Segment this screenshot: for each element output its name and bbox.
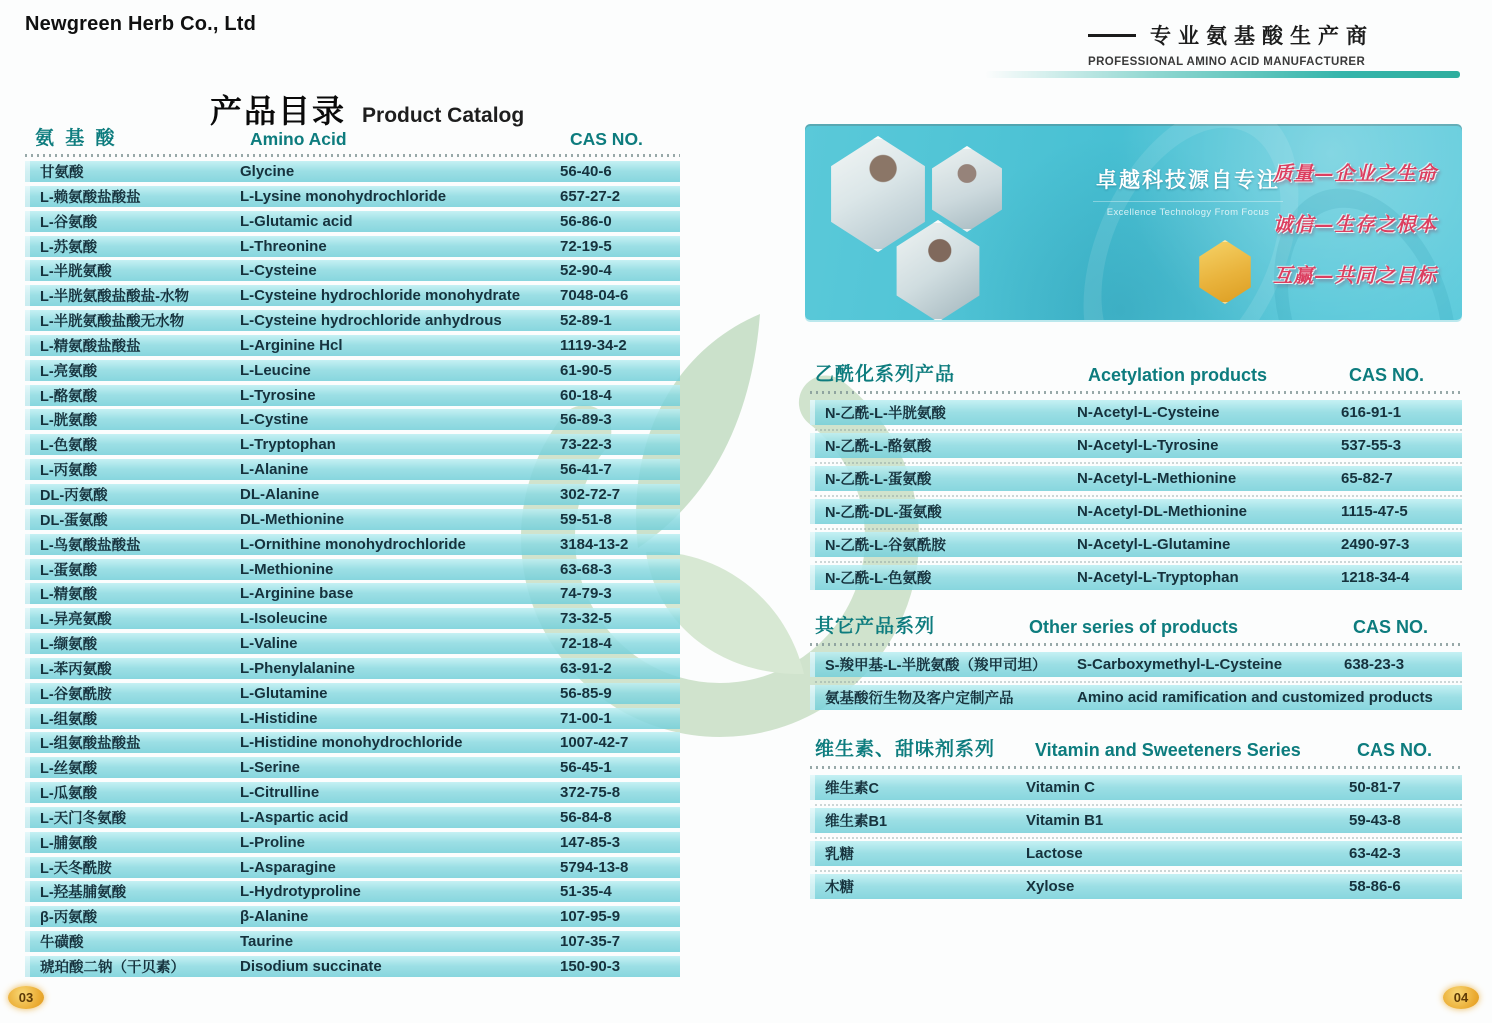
cas-number: 147-85-3 [560, 833, 621, 851]
table-row [25, 236, 680, 257]
product-name-cn: L-精氨酸盐酸盐 [40, 338, 141, 355]
product-name-cn: 琥珀酸二钠（干贝素） [40, 960, 185, 976]
product-name-cn: L-异亮氨酸 [40, 612, 112, 629]
product-name-en: L-Citrulline [240, 784, 320, 802]
header-divider [810, 766, 1462, 769]
product-name-en: L-Isoleucine [240, 610, 328, 628]
acetylation-header-en: Acetylation products [1088, 365, 1268, 385]
table-row [25, 434, 680, 455]
product-name-en: L-Asparagine [240, 858, 336, 876]
product-name-cn: L-天门冬氨酸 [40, 810, 127, 827]
table-row [25, 385, 680, 406]
product-name-cn: L-色氨酸 [40, 438, 98, 455]
product-name-cn: β-丙氨酸 [40, 910, 98, 927]
cas-number: 616-91-1 [1341, 404, 1402, 421]
product-name-en: L-Ornithine monohydrochloride [240, 535, 466, 553]
product-name-en: L-Glutamic acid [240, 212, 353, 230]
product-name-cn: DL-蛋氨酸 [40, 512, 108, 529]
acetylation-table-body [810, 400, 1462, 590]
product-name-cn: 乳糖 [825, 847, 854, 863]
product-name-cn: L-苯丙氨酸 [40, 661, 112, 678]
product-name-en: L-Threonine [240, 237, 327, 255]
product-name-cn: 甘氨酸 [40, 165, 84, 181]
lab-photo-hexagon [893, 220, 983, 320]
cas-number: 657-27-2 [560, 187, 621, 205]
acetylation-header-cas: CAS NO. [1349, 365, 1425, 385]
product-name-cn: L-苏氨酸 [40, 239, 98, 256]
table-row [25, 658, 680, 679]
product-name-cn: L-组氨酸 [40, 711, 98, 728]
table-row [25, 161, 680, 182]
cas-number: 51-35-4 [560, 883, 612, 901]
table-row [25, 608, 680, 629]
gold-hexagon-icon [1197, 240, 1253, 304]
product-name-cn: L-半胱氨酸 [40, 264, 112, 281]
cas-number: 302-72-7 [560, 485, 621, 503]
product-name-cn: L-谷氨酰胺 [40, 686, 112, 703]
cas-number: 71-00-1 [560, 709, 612, 727]
product-name-en: L-Arginine base [240, 585, 354, 603]
other-table-body [810, 652, 1462, 710]
cas-number: 65-82-7 [1341, 470, 1393, 487]
table-row [25, 956, 680, 977]
product-name-en: L-Cysteine hydrochloride anhydrous [240, 312, 502, 330]
banner-slogan [1093, 164, 1283, 218]
product-name-cn: L-鸟氨酸盐酸盐 [40, 537, 141, 554]
product-name-en: L-Arginine Hcl [240, 336, 343, 354]
product-name-cn: 氨基酸衍生物及客户定制产品 [825, 691, 1014, 707]
product-name-cn: L-亮氨酸 [40, 363, 98, 380]
page-number-right: 04 [1443, 986, 1479, 1009]
product-name-en: L-Lysine monohydrochloride [240, 187, 447, 205]
table-row [25, 360, 680, 381]
product-name-en: L-Phenylalanine [240, 659, 356, 677]
product-name-en: L-Valine [240, 635, 298, 653]
product-name-en: S-Carboxymethyl-L-Cysteine [1077, 656, 1283, 673]
product-name-en: Xylose [1026, 878, 1075, 895]
table-row [25, 782, 680, 803]
table-row [810, 466, 1462, 491]
product-name-en: L-Tryptophan [240, 436, 336, 454]
product-name-en: Taurine [240, 933, 294, 951]
table-row [25, 633, 680, 654]
cas-number: 107-95-9 [560, 908, 621, 926]
cas-number: 63-91-2 [560, 659, 612, 677]
product-name-en: L-Hydrotyproline [240, 883, 361, 901]
cas-number: 72-18-4 [560, 635, 612, 653]
product-name-en: Vitamin C [1026, 779, 1095, 796]
product-name-cn: L-羟基脯氨酸 [40, 885, 127, 902]
product-name-cn: 维生素C [825, 781, 879, 797]
product-name-en: Disodium succinate [240, 958, 382, 975]
product-name-en: Glycine [240, 163, 295, 180]
table-row [25, 906, 680, 927]
other-header-cn: 其它产品系列 [815, 616, 936, 637]
value-slogan: 质量—企业之生命 [1273, 162, 1438, 185]
company-name: Newgreen Herb Co., Ltd [25, 13, 257, 35]
product-name-cn: N-乙酰-L-谷氨酰胺 [825, 538, 946, 554]
cas-number: 63-42-3 [1349, 845, 1401, 862]
cas-number: 63-68-3 [560, 560, 612, 578]
product-name-en: Lactose [1026, 845, 1083, 862]
vitamin-header-en: Vitamin and Sweeteners Series [1035, 740, 1301, 760]
amino-acid-table [25, 120, 680, 981]
tagline-underline [985, 71, 1460, 78]
cas-number: 52-90-4 [560, 262, 612, 280]
cas-number: 638-23-3 [1344, 656, 1405, 673]
catalog-title-cn: 产品目录 [210, 93, 347, 129]
cas-number: 107-35-7 [560, 933, 621, 951]
table-row [25, 335, 680, 356]
table-row [810, 841, 1462, 866]
product-name-cn: L-脯氨酸 [40, 835, 98, 852]
product-name-cn: N-乙酰-DL-蛋氨酸 [825, 505, 942, 521]
product-name-en: L-Histidine [240, 709, 318, 727]
product-name-cn: N-乙酰-L-色氨酸 [825, 571, 932, 587]
cas-number: 59-51-8 [560, 510, 612, 528]
cas-number: 74-79-3 [560, 585, 612, 603]
cas-number: 56-89-3 [560, 411, 612, 429]
other-header-cas: CAS NO. [1353, 617, 1429, 637]
table-row [810, 532, 1462, 557]
cas-number: 3184-13-2 [560, 535, 629, 553]
cas-number: 150-90-3 [560, 958, 621, 975]
product-name-en: L-Alanine [240, 461, 309, 479]
table-row [810, 652, 1462, 677]
page-number-left: 03 [8, 986, 44, 1009]
tagline-cn: 专业氨基酸生产商 [1150, 25, 1374, 48]
other-header-en: Other series of products [1029, 617, 1239, 637]
product-name-cn: 维生素B1 [825, 814, 888, 830]
product-name-cn: L-缬氨酸 [40, 637, 98, 654]
cas-number: 58-86-6 [1349, 878, 1401, 895]
table-row [25, 459, 680, 480]
header-divider [25, 154, 680, 157]
table-row [25, 931, 680, 952]
table-row [25, 832, 680, 853]
lab-photo-hexagon [827, 136, 929, 252]
acetylation-table-header [810, 358, 1462, 386]
vitamin-sweeteners-table [810, 733, 1462, 907]
product-name-en: L-Serine [240, 759, 301, 777]
table-row [810, 874, 1462, 899]
table-row [810, 499, 1462, 524]
product-name-en: N-Acetyl-DL-Methionine [1077, 503, 1247, 520]
cas-number: 1115-47-5 [1341, 503, 1408, 520]
product-name-cn: L-组氨酸盐酸盐 [40, 736, 141, 753]
product-name-cn: L-酪氨酸 [40, 388, 98, 405]
product-name-cn: L-精氨酸 [40, 587, 98, 604]
table-row [25, 857, 680, 878]
cas-number: 56-41-7 [560, 461, 612, 479]
cas-number: 56-84-8 [560, 808, 612, 826]
table-row [25, 534, 680, 555]
product-name-cn: L-半胱氨酸盐酸盐-水物 [40, 289, 190, 306]
amino-header-cn: 氨 基 酸 [35, 128, 118, 149]
table-row [25, 583, 680, 604]
amino-header-cas: CAS NO. [570, 129, 643, 149]
product-name-cn: L-蛋氨酸 [40, 562, 98, 579]
product-name-cn: N-乙酰-L-半胱氨酸 [825, 406, 946, 422]
table-row [25, 285, 680, 306]
cas-number: 537-55-3 [1341, 437, 1402, 454]
product-name-en: L-Cystine [240, 411, 309, 429]
table-row [810, 775, 1462, 800]
table-row [810, 400, 1462, 425]
product-name-en: N-Acetyl-L-Glutamine [1077, 536, 1231, 553]
product-name-en: DL-Methionine [240, 510, 345, 528]
table-row [25, 260, 680, 281]
product-name-en: N-Acetyl-L-Tryptophan [1077, 569, 1239, 586]
table-row [810, 565, 1462, 590]
table-row [25, 484, 680, 505]
cas-number: 72-19-5 [560, 237, 612, 255]
product-name-en: L-Aspartic acid [240, 808, 349, 826]
cas-number: 56-85-9 [560, 684, 612, 702]
product-name-cn: 牛磺酸 [40, 935, 84, 952]
cas-number: 56-45-1 [560, 759, 612, 777]
product-name-en: L-Proline [240, 833, 306, 851]
product-name-en: L-Tyrosine [240, 386, 316, 404]
product-name-en: DL-Alanine [240, 485, 320, 503]
product-name-en: L-Cysteine [240, 262, 317, 280]
table-row [25, 409, 680, 430]
cas-number: 7048-04-6 [560, 287, 629, 305]
product-name-en: Vitamin B1 [1026, 812, 1104, 829]
cas-number: 56-86-0 [560, 212, 612, 230]
cas-number: 1218-34-4 [1341, 569, 1410, 586]
product-name-en: β-Alanine [240, 908, 309, 926]
product-name-cn: L-丙氨酸 [40, 463, 98, 480]
product-name-cn: L-半胱氨酸盐酸无水物 [40, 314, 185, 331]
cas-number: 59-43-8 [1349, 812, 1401, 829]
product-name-cn: N-乙酰-L-酪氨酸 [825, 439, 932, 455]
cas-number: 73-32-5 [560, 610, 612, 628]
catalog-title-en: Product Catalog [362, 104, 525, 127]
product-name-cn: 木糖 [825, 880, 854, 896]
table-row [25, 310, 680, 331]
vitamin-table-header [810, 733, 1462, 761]
cas-number: 73-22-3 [560, 436, 612, 454]
header-divider [810, 643, 1462, 646]
banner-values [1273, 158, 1459, 288]
vitamin-header-cn: 维生素、甜味剂系列 [815, 739, 996, 760]
product-name-cn: DL-丙氨酸 [40, 487, 108, 504]
product-name-en: Amino acid ramification and customized products [1077, 689, 1433, 706]
tagline [1088, 20, 1374, 68]
product-name-en: L-Leucine [240, 361, 311, 379]
table-row [25, 881, 680, 902]
product-name-cn: N-乙酰-L-蛋氨酸 [825, 472, 932, 488]
acetylation-table [810, 358, 1462, 598]
banner-slogan-en: Excellence Technology From Focus [1093, 201, 1283, 218]
table-row [25, 708, 680, 729]
cas-number: 50-81-7 [1349, 779, 1401, 796]
product-name-en: N-Acetyl-L-Methionine [1077, 470, 1237, 487]
cas-number: 5794-13-8 [560, 858, 629, 876]
value-slogan: 互赢—共同之目标 [1273, 264, 1438, 287]
table-row [25, 186, 680, 207]
table-row [810, 685, 1462, 710]
cas-number: 52-89-1 [560, 312, 612, 330]
cas-number: 1007-42-7 [560, 734, 629, 752]
other-series-table [810, 610, 1462, 718]
table-row [25, 807, 680, 828]
table-row [810, 433, 1462, 458]
cas-number: 372-75-8 [560, 784, 621, 802]
product-name-cn: L-天冬酰胺 [40, 860, 112, 877]
table-row [25, 211, 680, 232]
cas-number: 60-18-4 [560, 386, 612, 404]
product-name-cn: L-赖氨酸盐酸盐 [40, 189, 141, 206]
product-name-cn: S-羧甲基-L-半胱氨酸（羧甲司坦） [825, 658, 1047, 674]
header-divider [810, 391, 1462, 394]
product-name-en: L-Methionine [240, 560, 334, 578]
product-name-cn: L-丝氨酸 [40, 761, 98, 778]
product-name-en: L-Histidine monohydrochloride [240, 734, 463, 752]
cas-number: 61-90-5 [560, 361, 612, 379]
table-row [810, 808, 1462, 833]
cas-number: 2490-97-3 [1341, 536, 1410, 553]
product-name-en: N-Acetyl-L-Cysteine [1077, 404, 1220, 421]
value-slogan: 诚信—生存之根本 [1273, 213, 1438, 236]
cas-number: 1119-34-2 [560, 336, 627, 354]
table-row [25, 732, 680, 753]
promo-banner [805, 124, 1462, 320]
product-name-cn: L-谷氨酸 [40, 214, 98, 231]
product-name-cn: L-瓜氨酸 [40, 786, 98, 803]
vitamin-table-body [810, 775, 1462, 899]
dash-line [1088, 34, 1136, 37]
lab-photo-hexagon [929, 146, 1005, 232]
other-table-header [810, 610, 1462, 638]
product-name-en: L-Glutamine [240, 684, 328, 702]
amino-table-body [25, 161, 680, 977]
amino-header-en: Amino Acid [250, 129, 347, 149]
table-row [25, 509, 680, 530]
product-name-en: N-Acetyl-L-Tyrosine [1077, 437, 1219, 454]
amino-table-header [25, 120, 680, 150]
table-row [25, 757, 680, 778]
cas-number: 56-40-6 [560, 163, 612, 180]
banner-slogan-cn: 卓越科技源自专注 [1096, 169, 1280, 192]
tagline-en: PROFESSIONAL AMINO ACID MANUFACTURER [1088, 56, 1366, 68]
table-row [25, 683, 680, 704]
acetylation-header-cn: 乙酰化系列产品 [815, 364, 956, 385]
product-name-cn: L-胱氨酸 [40, 413, 98, 430]
vitamin-header-cas: CAS NO. [1357, 740, 1433, 760]
table-row [25, 559, 680, 580]
product-name-en: L-Cysteine hydrochloride monohydrate [240, 287, 521, 305]
